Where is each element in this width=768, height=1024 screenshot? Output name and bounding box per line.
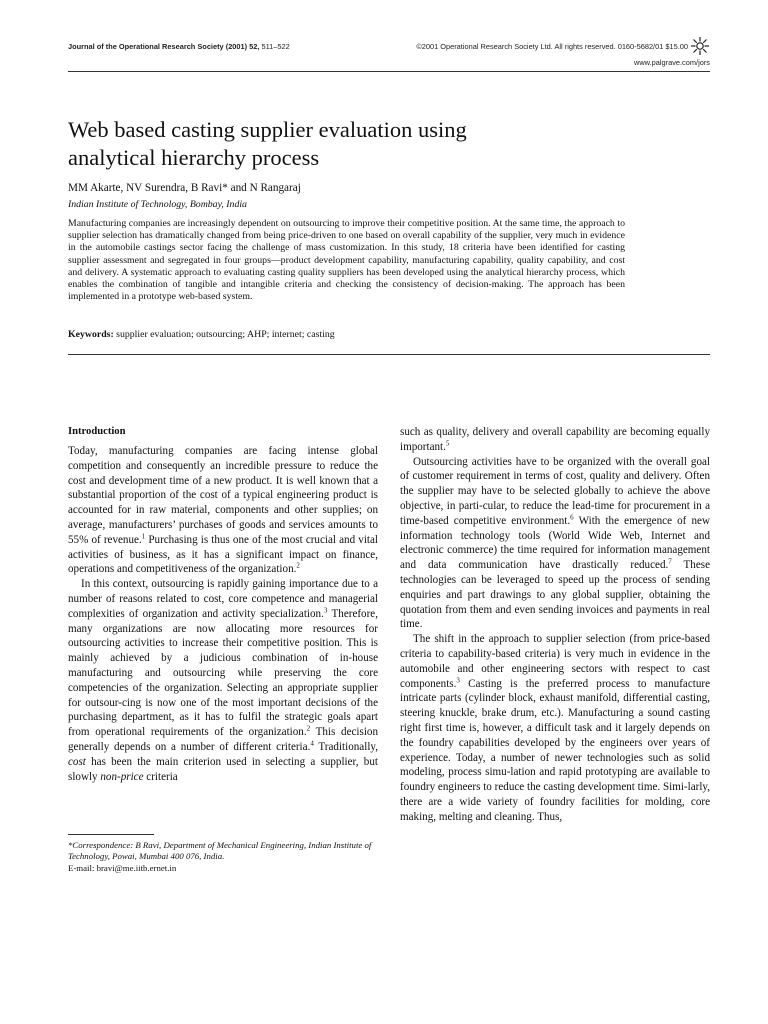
keywords-label: Keywords: bbox=[68, 329, 114, 340]
correspondence-email: E-mail: bravi@me.iitb.ernet.in bbox=[68, 862, 177, 873]
section-heading-introduction: Introduction bbox=[68, 426, 126, 437]
reference-marker: 5 bbox=[445, 439, 450, 448]
paragraph: Today, manufacturing companies are facing intense global competition and consequently an incredible pressure to reduce the cost and development time of a new product. It is well known that a substantial proportion of the cost of a typical engineering product is accounted for in raw material, components and other supplies; on average, manufacturers’ purchases of goods and services amounts to 55% of revenue.$^1$ Purchasing is thus one of the most crucial and vital activities of business, as it has a significant impact on finance, operations and competitiveness of the organization.$^2$ bbox=[68, 445, 378, 576]
header-divider bbox=[68, 71, 710, 72]
correspondence-address: *Correspondence: B Ravi, Department of Mechanical Engineering, Indian Institute of Technology, Powai, Mumbai 400 076, India. bbox=[68, 840, 372, 862]
keywords-list: supplier evaluation; outsourcing; AHP; internet; casting bbox=[116, 329, 335, 340]
reference-marker: 3 bbox=[323, 606, 328, 615]
journal-volume: 52, bbox=[249, 42, 260, 51]
author-affiliation: Indian Institute of Technology, Bombay, India bbox=[68, 199, 247, 210]
footnote-divider bbox=[68, 834, 154, 835]
reference-marker: 1 bbox=[141, 532, 146, 541]
right-column bbox=[400, 425, 710, 825]
reference-marker: 6 bbox=[570, 513, 574, 522]
reference-marker: 7 bbox=[668, 557, 672, 566]
journal-pages: 511–522 bbox=[261, 42, 290, 51]
title-line-2: analytical hierarchy process bbox=[68, 145, 320, 170]
journal-header bbox=[68, 42, 688, 51]
journal-name: Journal of the Operational Research Society bbox=[68, 42, 224, 51]
publisher-logo-icon bbox=[690, 36, 710, 56]
author-list: MM Akarte, NV Surendra, B Ravi* and N Rangaraj bbox=[68, 182, 301, 194]
emphasis: non-price bbox=[100, 770, 144, 783]
article-title bbox=[68, 116, 668, 172]
journal-year: (2001) bbox=[225, 42, 248, 51]
paragraph: such as quality, delivery and overall capability are becoming equally important.$^5$ bbox=[400, 426, 710, 453]
copyright-notice: ©2001 Operational Research Society Ltd. All rights reserved. 0160-5682/01 $15.00 bbox=[416, 42, 688, 51]
paragraph: Outsourcing activities have to be organized with the overall goal of customer requirement in terms of cost, quality and delivery. Often the supplier may have to be selected globally to achieve the above objective, in parti-cular, to reduce the lead-time for procurement in a time-based competitive environment.$^6$ With the emergence of new information technology tools (World Wide Web, Internet and electronic commerce) the time required for information management and data communication have drastically reduced.$^7$ These technologies can be leveraged to speed up the process of sending enquiries and part drawings to any global supplier, obtaining the quotation from them and even sending invoices and payments in real time. bbox=[400, 455, 710, 631]
abstract-divider bbox=[68, 354, 710, 355]
journal-citation bbox=[68, 42, 290, 51]
keywords bbox=[68, 329, 335, 340]
paragraph: In this context, outsourcing is rapidly gaining importance due to a number of reasons related to cost, core competence and managerial complexities of organization and activity specialization.$^3$ Therefore, many organizations are now allocating more resources for outsourcing activities to increase their competitive position. This is mainly achieved by a judicious combination of in-house manufacturing and outsourcing while preserving the core competencies of the organization. Selecting an appropriate supplier for outsour-cing is now one of the most important decisions of the purchasing department, as it has to fulfil the strategic goals apart from operational requirements of the organization.$^2$ This decision generally depends on a number of different criteria.$^4$ Traditionally, cost has been the main criterion used in selecting a supplier, but slowly non-price criteria bbox=[68, 578, 379, 783]
reference-marker: 3 bbox=[456, 675, 460, 684]
paragraph: The shift in the approach to supplier selection (from price-based criteria to capability-based criteria) is very much in evidence in the automobile and other engineering sectors with respect to cast components.$^3$ Casting is the preferred process to manufacture intricate parts (cylinder block, exhaust manifold, differential casting, steering knuckle, brake drum, etc.). Manufacturing a sound casting right first time is, however, a difficult task and it largely depends on the foundry capabilities developed by the engineers over years of experience. Today, a number of newer technologies such as solid modeling, process simu-lation and rapid prototyping are available to foundry engineers to reduce the casting development time. Simi-larly, there are a wide variety of foundry facilities for molding, core making, melting and cleaning. Thus, bbox=[400, 633, 710, 823]
title-line-1: Web based casting supplier evaluation using bbox=[68, 117, 467, 142]
reference-marker: 4 bbox=[310, 739, 314, 748]
left-column bbox=[68, 425, 378, 784]
reference-marker: 2 bbox=[296, 561, 300, 570]
emphasis: cost bbox=[68, 755, 86, 768]
reference-marker: 2 bbox=[306, 724, 311, 733]
abstract: Manufacturing companies are increasingly dependent on outsourcing to improve their competitive position. At the same time, the approach to supplier selection has dramatically changed from being price-driven to one based on overall capability of the supplier, very much in evidence in the automobile castings sector facing the challenge of mass customization. In this study, 18 criteria have been identified for casting supplier assessment and segregated in four groups—product development capability, manufacturing capability, quality capability, and cost and delivery. A systematic approach to evaluating casting quality suppliers has been developed using the analytical hierarchy process, which enables the combination of tangible and intangible criteria and checking the consistency of decision-making. The approach has been implemented in a prototype web-based system. bbox=[68, 218, 625, 303]
journal-website: www.palgrave.com/jors bbox=[634, 58, 710, 67]
correspondence-footnote bbox=[68, 840, 380, 874]
